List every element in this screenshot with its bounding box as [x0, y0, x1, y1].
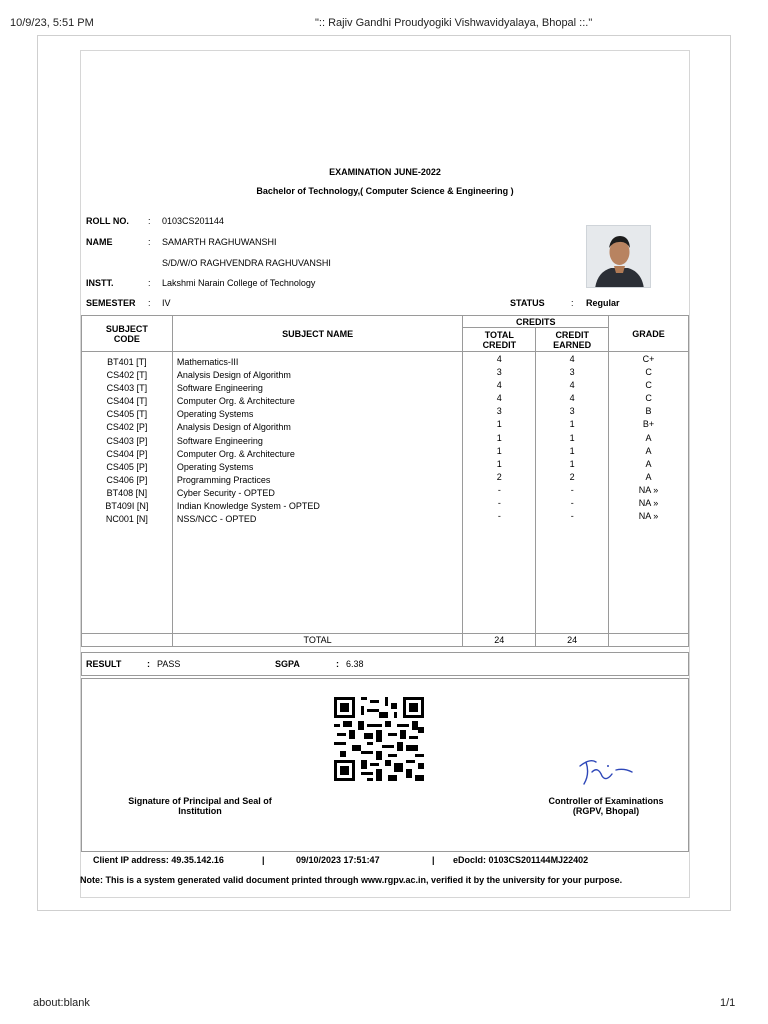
total-credit-cell: 3: [496, 367, 502, 378]
total-credit-cell: 4: [496, 354, 502, 364]
footer-divider-2: |: [432, 855, 435, 865]
subject-name-cell: Mathematics-III: [176, 357, 239, 367]
grade-cell: B: [645, 406, 652, 417]
credit-earned-cell: 1: [569, 458, 575, 469]
institute-value: Lakshmi Narain College of Technology: [162, 278, 316, 288]
subject-code-cell: BT409I [N]: [105, 501, 149, 512]
name-sep: :: [148, 237, 151, 247]
column-credits-earned: [536, 352, 609, 634]
status-value: Regular: [586, 298, 620, 308]
sgpa-sep: :: [336, 659, 339, 669]
subject-name-cell: Cyber Security - OPTED: [176, 487, 275, 498]
total-credit-cell: 3: [496, 406, 502, 417]
header-credit-earned: CREDIT EARNED: [536, 328, 609, 352]
subject-code-cell: BT401 [T]: [107, 357, 147, 367]
status-sep: :: [571, 298, 574, 308]
roll-label: ROLL NO.: [86, 216, 129, 226]
column-subject-codes: [82, 352, 173, 634]
credit-earned-cell: 1: [569, 445, 575, 456]
result-sep: :: [147, 659, 150, 669]
credit-earned-cell: -: [570, 498, 574, 509]
controller-label-line1: Controller of Examinations: [548, 796, 664, 806]
credit-earned-cell: 4: [569, 354, 575, 364]
total-credit-cell: 4: [496, 393, 502, 404]
grade-cell: C: [645, 380, 652, 391]
print-page-count: 1/1: [720, 997, 736, 1009]
print-datetime: 10/9/23, 5:51 PM: [10, 17, 94, 29]
grade-cell: C: [645, 367, 652, 378]
subject-code-cell: CS403 [T]: [106, 383, 148, 394]
credit-earned-cell: 4: [569, 393, 575, 404]
subject-name-cell: Software Engineering: [176, 383, 263, 394]
student-photo: [586, 225, 651, 288]
credit-earned-cell: 1: [569, 432, 575, 443]
sgpa-label: SGPA: [275, 659, 300, 669]
total-credit-cell: -: [497, 484, 501, 495]
edoc-id: eDocId: 0103CS201144MJ22402: [453, 855, 589, 865]
controller-signature-icon: [572, 752, 638, 788]
header-credits: CREDITS: [463, 316, 609, 328]
credit-earned-cell: -: [570, 484, 574, 495]
total-credit-value: 24: [463, 634, 536, 647]
total-label: TOTAL: [172, 634, 463, 647]
subject-name-cell: Operating Systems: [176, 409, 254, 420]
credit-earned-cell: 1: [569, 419, 575, 430]
print-page-title: ":: Rajiv Gandhi Proudyogiki Vishwavidyalaya, Bhopal ::.": [315, 17, 593, 29]
header-subject-code: SUBJECT CODE: [82, 316, 173, 352]
controller-label-line2: (RGPV, Bhopal): [572, 806, 640, 816]
grade-cell: A: [645, 445, 652, 456]
semester-value: IV: [162, 298, 171, 308]
sgpa-value: 6.38: [346, 659, 364, 669]
semester-label: SEMESTER: [86, 298, 136, 308]
column-subject-names: [172, 352, 463, 634]
grade-cell: NA »: [638, 511, 659, 522]
total-row-empty: [82, 634, 173, 647]
grade-cell: C+: [642, 354, 655, 364]
total-row-grade-empty: [609, 634, 689, 647]
roll-value: 0103CS201144: [162, 216, 224, 226]
client-ip: Client IP address: 49.35.142.16: [93, 855, 224, 865]
grade-cell: C: [645, 393, 652, 404]
credit-earned-cell: 2: [569, 471, 575, 482]
student-photo-image: [587, 226, 651, 288]
name-label: NAME: [86, 237, 113, 247]
subject-code-cell: CS404 [P]: [106, 448, 148, 459]
institute-label: INSTT.: [86, 278, 114, 288]
system-note: Note: This is a system generated valid document printed through www.rgpv.ac.in, verified it by the university for your purpose.: [80, 875, 623, 885]
subject-code-cell: CS402 [T]: [106, 370, 148, 381]
grade-cell: B+: [642, 419, 655, 430]
name-value: SAMARTH RAGHUWANSHI: [162, 237, 277, 247]
header-grade: GRADE: [609, 316, 689, 352]
grade-cell: NA »: [638, 484, 659, 495]
subject-code-cell: CS403 [P]: [106, 435, 148, 446]
subject-code-cell: CS404 [T]: [106, 396, 148, 407]
program-title: Bachelor of Technology,( Computer Science & Engineering ): [256, 186, 514, 196]
total-credit-cell: -: [497, 498, 501, 509]
total-credit-cell: 1: [496, 458, 502, 469]
credit-earned-cell: -: [570, 511, 574, 522]
subject-name-cell: Software Engineering: [176, 435, 263, 446]
print-timestamp: 09/10/2023 17:51:47: [296, 855, 380, 865]
grade-cell: A: [645, 471, 652, 482]
subject-code-cell: CS405 [P]: [106, 461, 148, 472]
header-subject-name: SUBJECT NAME: [172, 316, 463, 352]
qr-code-icon: [334, 697, 424, 781]
total-earned-value: 24: [536, 634, 609, 647]
credit-earned-cell: 4: [569, 380, 575, 391]
result-value: PASS: [157, 659, 181, 669]
column-total-credits: [463, 352, 536, 634]
header-total-credit: TOTAL CREDIT: [463, 328, 536, 352]
subject-code-cell: CS402 [P]: [106, 422, 148, 433]
institute-sep: :: [148, 278, 151, 288]
grade-cell: NA »: [638, 498, 659, 509]
total-credit-cell: 1: [496, 445, 502, 456]
subject-name-cell: Operating Systems: [176, 461, 254, 472]
subject-code-cell: CS405 [T]: [106, 409, 148, 420]
subject-name-cell: Computer Org. & Architecture: [176, 396, 295, 407]
total-credit-cell: 1: [496, 432, 502, 443]
total-credit-cell: -: [497, 511, 501, 522]
subject-name-cell: Programming Practices: [176, 474, 271, 485]
credit-earned-cell: 3: [569, 406, 575, 417]
subject-name-cell: Analysis Design of Algorithm: [176, 422, 291, 433]
subject-name-cell: Analysis Design of Algorithm: [176, 370, 291, 381]
subject-code-cell: NC001 [N]: [105, 514, 148, 525]
result-label: RESULT: [86, 659, 122, 669]
subject-name-cell: NSS/NCC - OPTED: [176, 514, 257, 525]
subject-name-cell: Indian Knowledge System - OPTED: [176, 501, 320, 512]
column-grades: [609, 352, 689, 634]
marks-table: [81, 315, 689, 647]
subject-code-cell: BT408 [N]: [106, 487, 148, 498]
subject-name-cell: Computer Org. & Architecture: [176, 448, 295, 459]
total-credit-cell: 2: [496, 471, 502, 482]
grade-cell: A: [645, 432, 652, 443]
guardian-value: S/D/W/O RAGHVENDRA RAGHUVANSHI: [162, 258, 331, 268]
total-credit-cell: 4: [496, 380, 502, 391]
exam-title: EXAMINATION JUNE-2022: [329, 167, 441, 177]
semester-sep: :: [148, 298, 151, 308]
print-url: about:blank: [33, 997, 90, 1009]
subject-code-cell: CS406 [P]: [106, 474, 148, 485]
roll-sep: :: [148, 216, 151, 226]
principal-signature-label: Signature of Principal and Seal of Institution: [128, 796, 272, 816]
grade-cell: A: [645, 458, 652, 469]
footer-divider-1: |: [262, 855, 265, 865]
status-label: STATUS: [510, 298, 545, 308]
total-credit-cell: 1: [496, 419, 502, 430]
credit-earned-cell: 3: [569, 367, 575, 378]
